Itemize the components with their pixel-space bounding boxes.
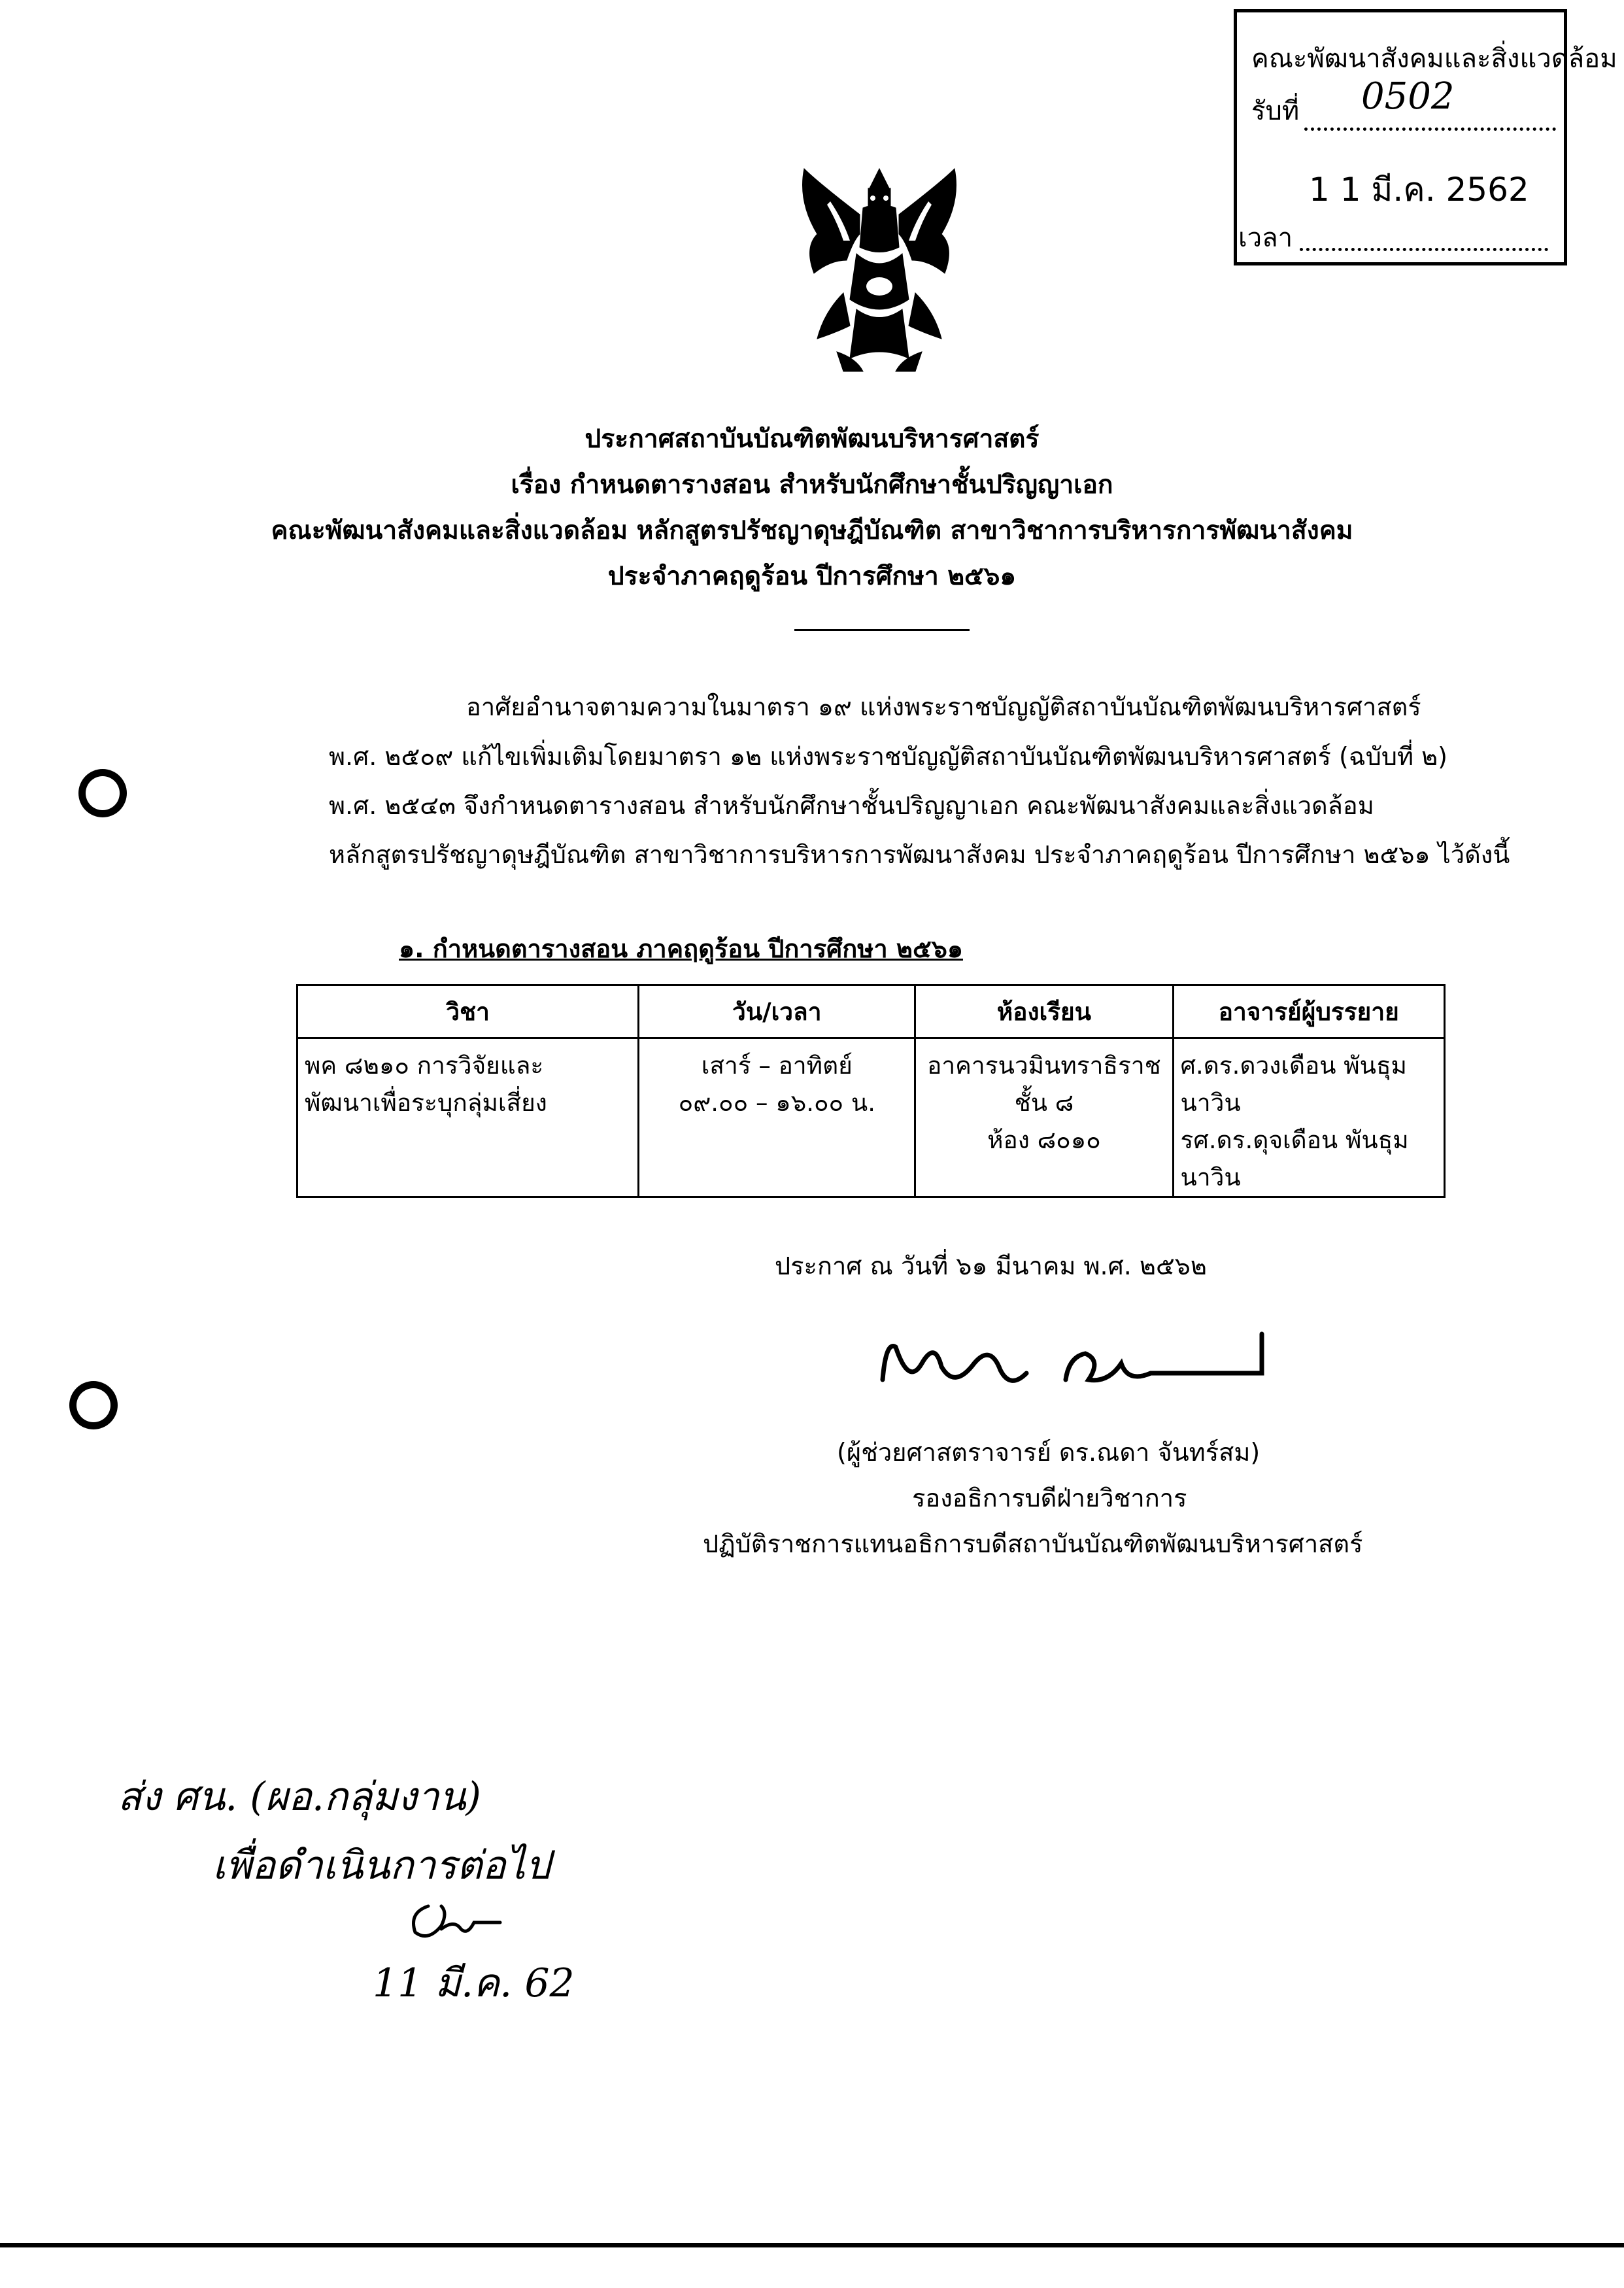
stamp-office: คณะพัฒนาสังคมและสิ่งแวดล้อม <box>1251 44 1617 74</box>
heading-line-3: คณะพัฒนาสังคมและสิ่งแวดล้อม หลักสูตรปรัชญาดุษฎีบัณฑิต สาขาวิชาการบริหารการพัฒนาสังคม <box>271 516 1353 545</box>
body-line-2: พ.ศ. ๒๕๐๙ แก้ไขเพิ่มเติมโดยมาตรา ๑๒ แห่งพระราชบัญญัติสถาบันบัณฑิตพัฒนบริหารศาสตร์ (ฉบับที่ ๒) <box>329 742 1447 771</box>
heading-line-1: ประกาศสถาบันบัณฑิตพัฒนบริหารศาสตร์ <box>584 424 1040 454</box>
handwritten-date: 11 มี.ค. 62 <box>373 1960 575 2006</box>
header-lecturer: อาจารย์ผู้บรรยาย <box>1173 985 1444 1038</box>
handwritten-note-line-1: ส่ง ศน. (ผอ.กลุ่มงาน) <box>118 1774 481 1820</box>
body-line-3: พ.ศ. ๒๕๔๓ จึงกำหนดตารางสอน สำหรับนักศึกษาชั้นปริญญาเอก คณะพัฒนาสังคมและสิ่งแวดล้อม <box>329 791 1374 820</box>
heading-line-2: เรื่อง กำหนดตารางสอน สำหรับนักศึกษาชั้นปริญญาเอก <box>511 470 1113 500</box>
table-header-row <box>297 985 1445 1038</box>
schedule-table <box>296 984 1446 1198</box>
signer-position-1: รองอธิการบดีฝ่ายวิชาการ <box>912 1484 1187 1512</box>
garuda-emblem <box>778 162 981 378</box>
header-day-time: วัน/เวลา <box>639 985 915 1038</box>
heading-line-4: ประจำภาคฤดูร้อน ปีการศึกษา ๒๕๖๑ <box>607 562 1017 591</box>
heading-divider <box>794 629 970 631</box>
signer-name: (ผู้ช่วยศาสตราจารย์ ดร.ณดา จันทร์สม) <box>837 1438 1260 1467</box>
signature <box>870 1327 1275 1406</box>
header-room: ห้องเรียน <box>915 985 1173 1038</box>
receipt-stamp <box>1234 9 1617 265</box>
handwritten-note-line-2: เพื่อดำเนินการต่อไป <box>212 1843 550 1888</box>
page-bottom-border <box>0 2243 1624 2247</box>
cell-lecturer: ศ.ดร.ดวงเดือน พันธุมนาวิน รศ.ดร.ดุจเดือน พันธุมนาวิน <box>1173 1038 1444 1197</box>
punch-hole-top <box>78 769 127 817</box>
cell-subject: พค ๘๒๑๐ การวิจัยและ พัฒนาเพื่อระบุกลุ่มเสี่ยง <box>297 1038 639 1197</box>
punch-hole-bottom <box>69 1381 118 1429</box>
announce-date: ประกาศ ณ วันที่ ๖๑ มีนาคม พ.ศ. ๒๕๖๒ <box>775 1252 1207 1280</box>
cell-room: อาคารนวมินทราธิราช ชั้น ๘ ห้อง ๘๐๑๐ <box>915 1038 1173 1197</box>
cell-day-time: เสาร์ – อาทิตย์ ๐๙.๐๐ – ๑๖.๐๐ น. <box>639 1038 915 1197</box>
handwritten-initials <box>402 1893 507 1945</box>
stamp-time-label: เวลา <box>1238 223 1293 253</box>
body-line-4: หลักสูตรปรัชญาดุษฎีบัณฑิต สาขาวิชาการบริหารการพัฒนาสังคม ประจำภาคฤดูร้อน ปีการศึกษา ๒๕๖๑ ไว้ดังนี้ <box>329 840 1510 869</box>
header-subject: วิชา <box>297 985 639 1038</box>
section-1-title: ๑. กำหนดตารางสอน ภาคฤดูร้อน ปีการศึกษา ๒๕๖๑ <box>399 934 963 963</box>
signer-position-2: ปฏิบัติราชการแทนอธิการบดีสถาบันบัณฑิตพัฒนบริหารศาสตร์ <box>703 1529 1363 1558</box>
table-row <box>297 1038 1445 1197</box>
body-line-1: อาศัยอำนาจตามความในมาตรา ๑๙ แห่งพระราชบัญญัติสถาบันบัณฑิตพัฒนบริหารศาสตร์ <box>466 692 1421 721</box>
stamp-received-label: รับที่ <box>1251 96 1300 126</box>
stamp-received-number: 0502 <box>1361 75 1455 118</box>
stamp-date: 1 1 มี.ค. 2562 <box>1309 171 1529 209</box>
